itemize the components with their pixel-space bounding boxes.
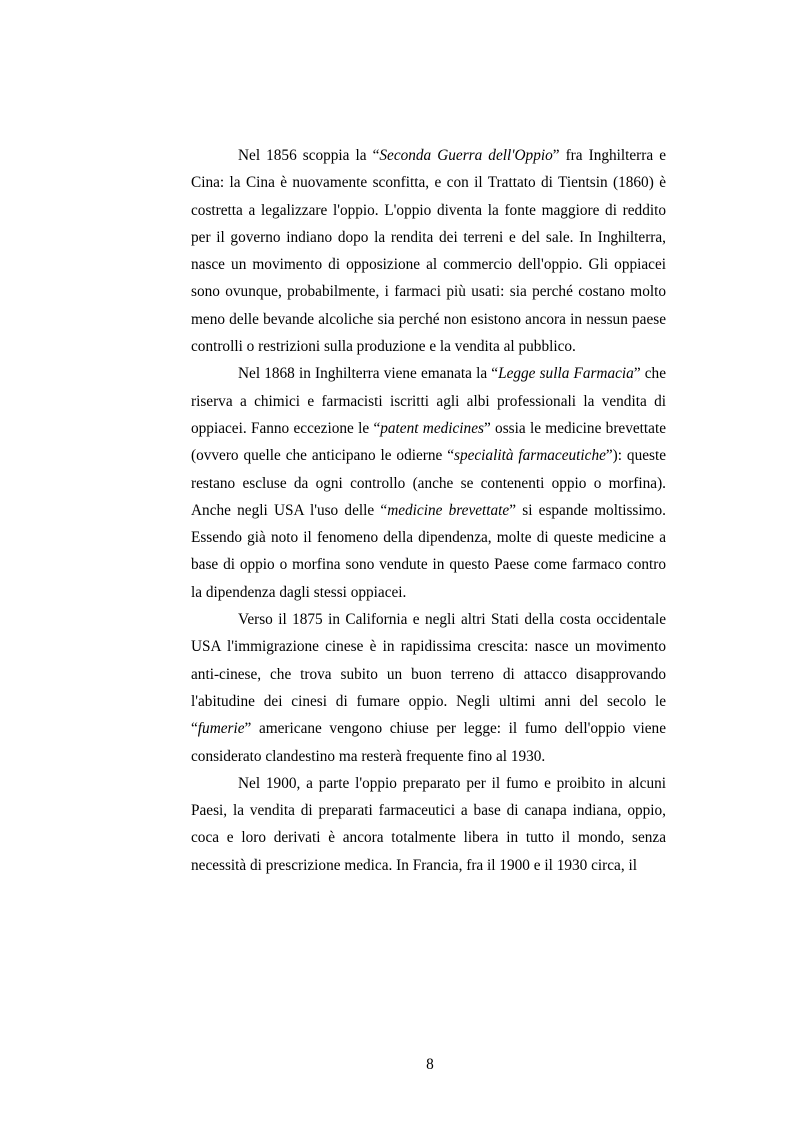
paragraph: [191, 770, 666, 879]
text-run: Verso il 1875 in California e negli altri Stati della costa occidentale USA l'immigrazione cinese è in rapidissima crescita: nasce un movimento anti-cinese, che trova subito un buon terreno di attacco disapprovando l'abitudine dei cinesi di fumare oppio. Negli ultimi anni del secolo le “: [191, 611, 666, 738]
text-run: ” si espande moltissimo. Essendo già noto il fenomeno della dipendenza, molte di queste medicine a base di oppio o morfina sono vendute in questo Paese come farmaco contro la dipendenza dagli stessi oppiacei.: [191, 501, 666, 601]
page-number: 8: [426, 1056, 434, 1073]
text-run: ” fra Inghilterra e Cina: la Cina è nuovamente sconfitta, e con il Trattato di Tientsin (1860) è costretta a legalizzare l'oppio. L'oppio diventa la fonte maggiore di reddito per il governo indiano dopo la rendita dei terreni e del sale. In Inghilterra, nasce un movimento di opposizione al commercio dell'oppio. Gli oppiacei sono ovunque, probabilmente, i farmaci più usati: sia perché costano molto meno delle bevande alcoliche sia perché non esistono ancora in nessun paese controlli o restrizioni sulla produzione e la vendita al pubblico.: [191, 147, 666, 356]
paragraph: [191, 360, 666, 606]
text-run: ”): queste restano escluse da ogni controllo (anche se contenenti oppio o morfina). Anche negli USA l'uso delle “: [191, 447, 667, 519]
italic-text: Seconda Guerra dell'Oppio: [379, 147, 553, 164]
italic-text: medicine brevettate: [387, 501, 510, 519]
text-run: Nel 1856 scoppia la “: [238, 147, 380, 164]
page-body: [191, 142, 666, 879]
italic-text: fumerie: [197, 720, 245, 738]
text-run: ” che riserva a chimici e farmacisti iscritti agli albi professionali la vendita di oppiacei. Fanno eccezione le “: [191, 365, 666, 437]
text-run: Nel 1900, a parte l'oppio preparato per il fumo e proibito in alcuni Paesi, la vendita di preparati farmaceutici a base di canapa indiana, oppio, coca e loro derivati è ancora totalmente libera in tutto il mondo, senza necessità di prescrizione medica. In Francia, fra il 1900 e il 1930 circa, il: [191, 774, 666, 874]
italic-text: patent medicines: [380, 419, 484, 437]
italic-text: specialità farmaceutiche: [454, 447, 606, 465]
paragraph: [191, 142, 666, 360]
text-run: ” americane vengono chiuse per legge: il fumo dell'oppio viene considerato clandestino ma resterà frequente fino al 1930.: [191, 720, 666, 765]
italic-text: Legge sulla Farmacia: [498, 365, 634, 383]
paragraph: [191, 606, 666, 770]
text-run: Nel 1868 in Inghilterra viene emanata la “: [238, 365, 499, 383]
text-run: ” ossia le medicine brevettate (ovvero quelle che anticipano le odierne “: [191, 419, 666, 465]
